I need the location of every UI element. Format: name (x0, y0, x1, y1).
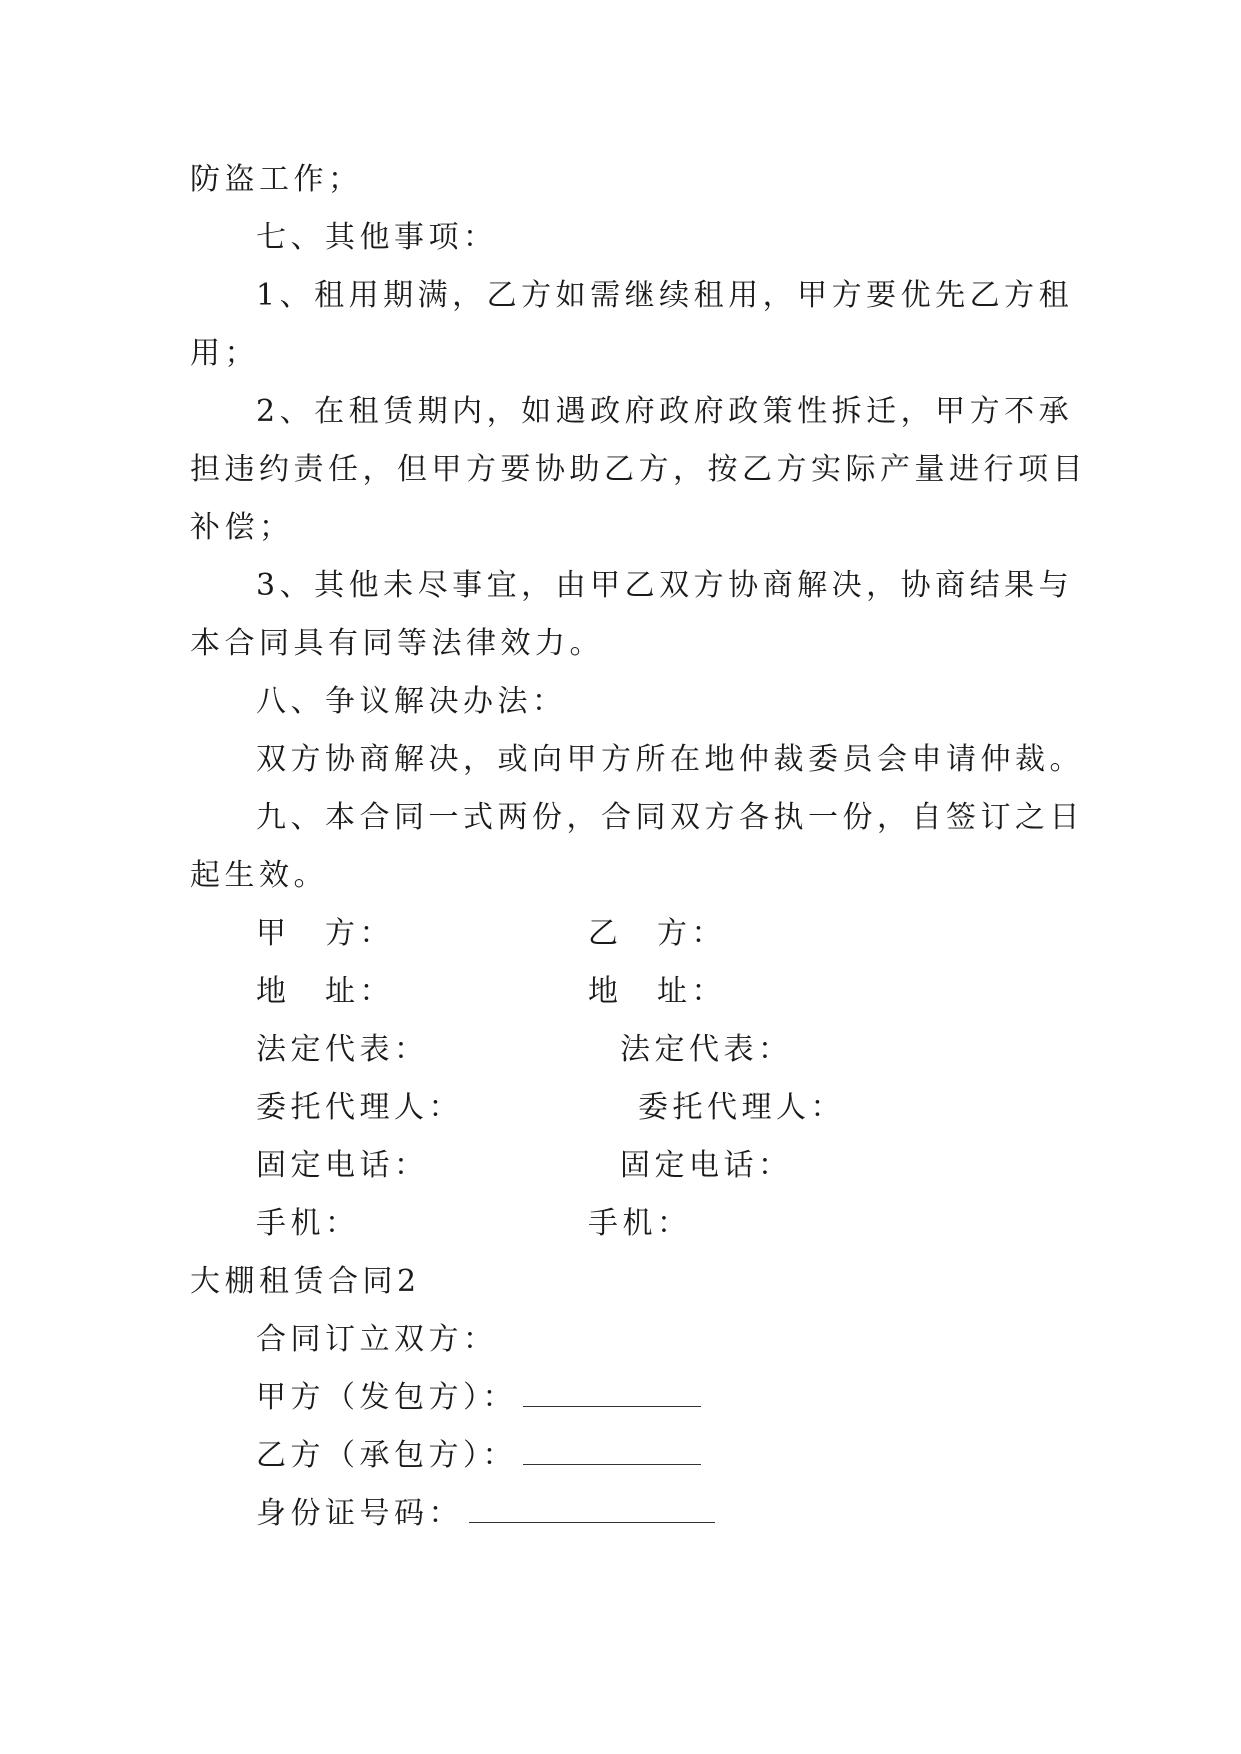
paragraph-line: 1、租用期满，乙方如需继续租用，甲方要优先乙方租 (256, 278, 1074, 313)
legal-rep-b-label: 法定代表： (620, 1032, 793, 1067)
paragraph-line: 2、在租赁期内，如遇政府政府政策性拆迁，甲方不承 (256, 394, 1074, 429)
party-b-blank (523, 1438, 701, 1465)
party-b-field-row (256, 1438, 701, 1474)
paragraph-line: 担违约责任，但甲方要协助乙方，按乙方实际产量进行项目 (190, 452, 1087, 487)
section-heading-8: 八、争议解决办法： (256, 684, 567, 719)
paragraph-line: 起生效。 (190, 858, 328, 893)
id-number-blank (469, 1496, 715, 1523)
address-b-label: 地 址： (588, 974, 726, 1009)
phone-b-label: 固定电话： (620, 1148, 793, 1183)
section-heading-7: 七、其他事项： (256, 220, 498, 255)
paragraph-line: 用； (190, 336, 259, 371)
legal-rep-a-label: 法定代表： (256, 1032, 429, 1067)
id-number-field-row (256, 1496, 715, 1532)
paragraph-line: 3、其他未尽事宜，由甲乙双方协商解决，协商结果与 (256, 568, 1074, 603)
party-a-field-row (256, 1380, 701, 1416)
paragraph-line: 补偿； (190, 510, 294, 545)
paragraph-line: 防盗工作； (190, 162, 363, 197)
agent-a-label: 委托代理人： (256, 1090, 463, 1125)
mobile-a-label: 手机： (256, 1206, 360, 1241)
id-number-label: 身份证号码： (256, 1496, 463, 1531)
party-a-label: 甲 方： (256, 916, 394, 951)
address-a-label: 地 址： (256, 974, 394, 1009)
mobile-b-label: 手机： (588, 1206, 692, 1241)
party-a-field-label: 甲方（发包方）： (256, 1380, 517, 1415)
party-a-blank (523, 1380, 701, 1407)
agent-b-label: 委托代理人： (638, 1090, 845, 1125)
contract-parties-label: 合同订立双方： (256, 1322, 498, 1357)
party-b-label: 乙 方： (588, 916, 726, 951)
paragraph-line: 九、本合同一式两份，合同双方各执一份，自签订之日 (256, 800, 1084, 835)
party-b-field-label: 乙方（承包方）： (256, 1438, 517, 1473)
phone-a-label: 固定电话： (256, 1148, 429, 1183)
paragraph-line: 本合同具有同等法律效力。 (190, 626, 604, 661)
second-contract-title: 大棚租赁合同2 (190, 1264, 421, 1299)
paragraph-line: 双方协商解决，或向甲方所在地仲裁委员会申请仲裁。 (256, 742, 1084, 777)
